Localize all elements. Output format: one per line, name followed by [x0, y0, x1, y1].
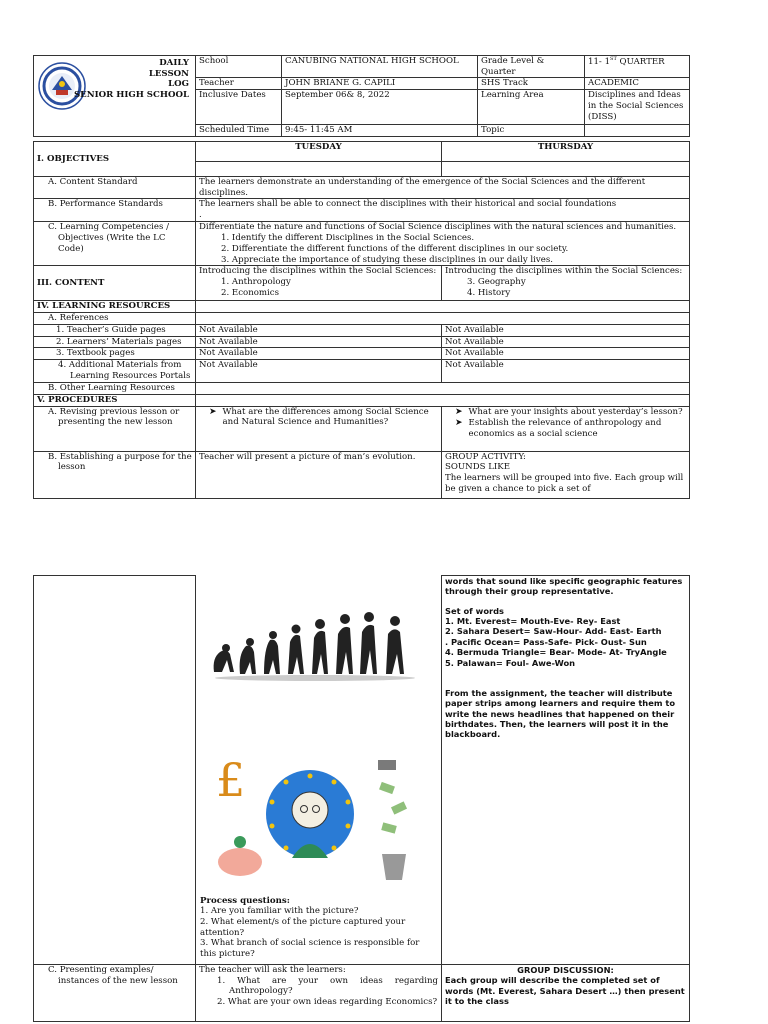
- resources-heading: IV. LEARNING RESOURCES: [34, 301, 196, 313]
- topic-value: [585, 125, 690, 137]
- content-standard-value: The learners demonstrate an understanding of the emergence of the Social Sciences and the different disciplines.: [196, 177, 690, 199]
- question-item: 1. What are your own ideas regarding Anthropology?: [217, 975, 438, 997]
- procedure-a-tue: ➤ What are the differences among Social Science and Natural Science and Humanities?: [196, 406, 442, 451]
- process-question: 2. What element/s of the picture captured your attention?: [200, 916, 406, 938]
- resource-thu: Not Available: [442, 324, 690, 336]
- header-line-log: LOG: [168, 79, 189, 90]
- process-question: 3. What branch of social science is responsible for this picture?: [200, 938, 420, 960]
- svg-text:£: £: [216, 753, 246, 807]
- time-label: Scheduled Time: [196, 125, 282, 137]
- resource-tue: Not Available: [196, 348, 442, 360]
- resource-label: 1. Teacher’s Guide pages: [34, 324, 196, 336]
- resource-label: 2. Learners’ Materials pages: [34, 336, 196, 348]
- area-label: Learning Area: [478, 90, 585, 125]
- economics-illustration-icon: [210, 754, 420, 884]
- track-value: ACADEMIC: [585, 78, 690, 90]
- other-resources-label: B. Other Learning Resources: [34, 383, 196, 395]
- track-label: SHS Track: [478, 78, 585, 90]
- word-set-item: 4. Bermuda Triangle= Bear- Mode- At- TryAngle: [445, 647, 667, 658]
- assignment-text: From the assignment, the teacher will distribute paper strips among learners and require them to write the news headlines that happened on their birthdates. Then, the learners will post it in the blackboard.: [445, 687, 676, 740]
- continuation-label-cell: [34, 576, 196, 965]
- header-line-lesson: LESSON: [148, 68, 189, 79]
- teacher-value: JOHN BRIANE G. CAPILI: [282, 78, 478, 90]
- content-standard-label: A. Content Standard: [34, 177, 196, 199]
- thursday-heading: THURSDAY: [442, 142, 690, 162]
- competency-item: 3. Appreciate the importance of studying these disciplines in our daily lives.: [221, 254, 554, 265]
- main-table: [33, 141, 690, 499]
- word-set-item: . Pacific Ocean= Pass-Safe- Pick- Oust- Sun: [445, 636, 647, 647]
- arrow-bullet-icon: ➤: [209, 406, 217, 417]
- competency-item: 2. Differentiate the different functions of the different disciplines in our society.: [221, 243, 569, 254]
- resource-label: 4. Additional Materials from Learning Resources Portals: [34, 360, 196, 383]
- arrow-bullet-icon: ➤: [455, 406, 463, 417]
- school-value: CANUBING NATIONAL HIGH SCHOOL: [282, 56, 478, 78]
- grade-value: 11- 1ST QUARTER: [585, 56, 690, 78]
- word-set-item: 2. Sahara Desert= Saw-Hour- Add- East- Earth: [445, 626, 662, 637]
- content-thursday: Introducing the disciplines within the Social Sciences: 3. Geography 4. History: [442, 266, 690, 301]
- procedure-c-thu: GROUP DISCUSSION: Each group will describe the completed set of words (Mt. Everest, Sahara Desert …) then present it to the class: [442, 965, 690, 1022]
- competency-label: C. Learning Competencies / Objectives (Write the LC Code): [34, 222, 196, 266]
- resource-thu: Not Available: [442, 360, 690, 383]
- header-table: [33, 55, 690, 137]
- procedure-b-thu: GROUP ACTIVITY: SOUNDS LIKE The learners will be grouped into five. Each group will be given a chance to pick a set of: [442, 451, 690, 498]
- procedures-heading: V. PROCEDURES: [34, 394, 196, 406]
- school-label: School: [196, 56, 282, 78]
- word-set-item: 1. Mt. Everest= Mouth-Eve- Rey- East: [445, 616, 621, 627]
- procedure-a-thu: ➤ What are your insights about yesterday’s lesson? ➤ Establish the relevance of anthropology and economics as a social science: [442, 406, 690, 451]
- procedure-a-label: A. Revising previous lesson or presenting the new lesson: [34, 406, 196, 451]
- content-tuesday: Introducing the disciplines within the Social Sciences: 1. Anthropology 2. Economics: [196, 266, 442, 301]
- resource-thu: Not Available: [442, 348, 690, 360]
- competency-value: Differentiate the nature and functions of Social Science disciplines with the natural sciences and humanities. 1. Identify the different Disciplines in the Social Sciences. 2. Differentiate the different functions of the different disciplines in our society. 3. Appreciate the importance of studying these disciplines in our daily lives.: [196, 222, 690, 266]
- resource-tue: Not Available: [196, 360, 442, 383]
- objectives-heading: I. OBJECTIVES: [34, 142, 196, 177]
- time-value: 9:45- 11:45 AM: [282, 125, 478, 137]
- dates-value: September 06& 8, 2022: [282, 90, 478, 125]
- area-value: Disciplines and Ideas in the Social Sciences (DISS): [585, 90, 690, 125]
- header-line-daily: DAILY: [159, 58, 189, 68]
- references-label: A. References: [34, 313, 196, 325]
- procedure-b-tue: Teacher will present a picture of man’s evolution.: [196, 451, 442, 498]
- continuation-tue: [196, 576, 442, 965]
- resource-label: 3. Textbook pages: [34, 348, 196, 360]
- tuesday-heading: TUESDAY: [196, 142, 442, 162]
- word-set-item: 5. Palawan= Foul- Awe-Won: [445, 657, 576, 668]
- header-line-shs: SENIOR HIGH SCHOOL: [73, 90, 189, 101]
- procedure-c-tue: The teacher will ask the learners: 1. What are your own ideas regarding Anthropology? 2. What are your own ideas regarding Economics?: [196, 965, 442, 1022]
- header-title-cell: [34, 56, 196, 137]
- procedure-c-label: C. Presenting examples/ instances of the new lesson: [34, 965, 196, 1022]
- resource-thu: Not Available: [442, 336, 690, 348]
- arrow-bullet-icon: ➤: [455, 417, 463, 428]
- teacher-label: Teacher: [196, 78, 282, 90]
- performance-standard-label: B. Performance Standards: [34, 199, 196, 222]
- resource-tue: Not Available: [196, 324, 442, 336]
- content-heading: III. CONTENT: [34, 266, 196, 301]
- procedure-b-label: B. Establishing a purpose for the lesson: [34, 451, 196, 498]
- continuation-table: [33, 575, 690, 1022]
- process-question: 1. Are you familiar with the picture?: [200, 906, 359, 917]
- resource-tue: Not Available: [196, 336, 442, 348]
- evolution-illustration-icon: [210, 602, 420, 682]
- competency-item: 1. Identify the different Disciplines in the Social Sciences.: [221, 233, 475, 244]
- question-item: 2. What are your own ideas regarding Economics?: [217, 997, 438, 1008]
- grade-label: Grade Level & Quarter: [478, 56, 585, 78]
- set-of-words-title: Set of words: [445, 605, 504, 616]
- performance-standard-value: The learners shall be able to connect the disciplines with their historical and social foundations .: [196, 199, 690, 222]
- topic-label: Topic: [478, 125, 585, 137]
- process-questions-title: Process questions:: [200, 895, 290, 906]
- continuation-thu: words that sound like specific geographic features through their group representative. Set of words 1. Mt. Everest= Mouth-Eve- Rey- East 2. Sahara Desert= Saw-Hour- Add- East- Earth . Pacific Ocean= Pass-Safe- Pick- Oust- Sun 4. Bermuda Triangle= Bear- Mode- At- TryAngle 5. Palawan= Foul- Awe-Won From the assignment, the teacher will distribute paper strips among learners and require them to write the news headlines that happened on their birthdates. Then, the learners will post it in the blackboard.: [442, 576, 690, 965]
- dates-label: Inclusive Dates: [196, 90, 282, 125]
